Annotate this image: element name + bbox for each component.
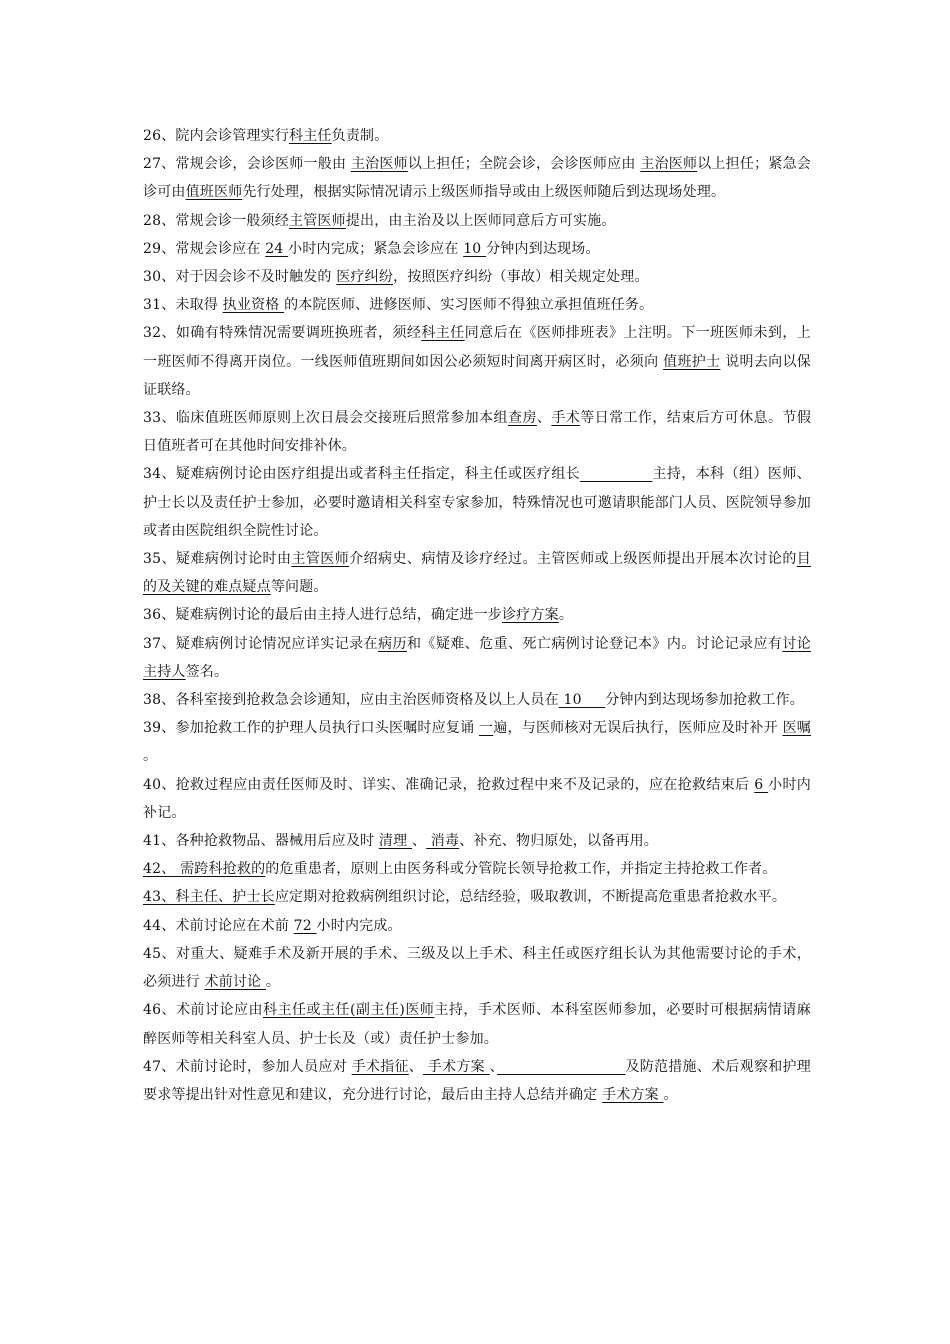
question-text: 31、未取得 xyxy=(143,297,223,314)
answer-underlined: 科主任 xyxy=(421,325,465,342)
question-text: 37、疑难病例讨论情况应详实记录在 xyxy=(143,635,379,652)
question-text: 39、参加抢救工作的护理人员执行口头医嘱时应复诵 xyxy=(143,720,480,737)
question-item xyxy=(143,771,811,827)
answer-underlined: 医嘱 xyxy=(782,720,811,737)
question-text: 。 xyxy=(143,748,158,765)
question-item xyxy=(143,996,811,1052)
answer-underlined: 主治医师 xyxy=(640,156,698,173)
question-item xyxy=(143,855,811,883)
answer-underlined xyxy=(580,466,652,482)
answer-underlined: 主管医师 xyxy=(289,212,346,229)
question-text: 45、对重大、疑难手术及新开展的手术、三级及以上手术、科主任或医疗组长认为其他需要讨论的手术，必须进行 xyxy=(143,945,811,991)
question-item xyxy=(143,883,811,911)
question-text: 27、常规会诊，会诊医师一般由 xyxy=(143,156,351,173)
answer-underlined: 讨论主持人 xyxy=(143,635,811,680)
answer-underlined: 一 xyxy=(479,720,494,737)
answer-underlined: 10 xyxy=(463,240,487,257)
question-text: 28、常规会诊一般须经 xyxy=(143,212,290,229)
answer-underlined: 主治医师 xyxy=(350,156,408,173)
answer-underlined: 42、 需跨科抢救的 xyxy=(143,861,266,878)
question-text: 介绍病史、病情及诊疗经过。主管医师或上级医师提出开展本次讨论的 xyxy=(349,551,797,568)
question-text: 的本院医师、进修医师、实习医师不得独立承担值班任务。 xyxy=(284,297,654,314)
answer-underlined: 主管医师 xyxy=(291,551,350,568)
question-text: 小时内完成。 xyxy=(316,917,402,934)
question-item xyxy=(143,686,811,714)
question-text: 遍，与医师核对无误后执行，医师应及时补开 xyxy=(493,720,783,737)
question-text: 同意后在《医师排班表》上注明。下一班医师未到，上一班医师不得离开岗位。一线医师值班期间如因公必须短时间离开病区时，必须向 xyxy=(143,325,811,370)
question-item xyxy=(143,630,811,686)
question-text: 说明去向以保证联络。 xyxy=(143,353,811,398)
question-text: 29、常规会诊应在 xyxy=(143,240,266,257)
question-text: 。 xyxy=(663,1086,678,1103)
answer-underlined: 手术方案 xyxy=(423,1058,490,1075)
question-item xyxy=(143,601,811,629)
answer-underlined: 72 xyxy=(293,917,317,934)
question-text: 先行处理，根据实际情况请示上级医师指导或由上级医师随后到达现场处理。 xyxy=(242,184,726,201)
question-item xyxy=(143,545,811,601)
question-text: 26、院内会诊管理实行 xyxy=(143,128,290,144)
question-text: 36、疑难病例讨论的最后由主持人进行总结，确定进一步 xyxy=(143,607,503,624)
answer-underlined: 24 xyxy=(265,240,289,257)
question-item xyxy=(143,263,811,291)
question-text: 。 xyxy=(265,974,281,991)
answer-underlined xyxy=(497,1059,626,1075)
answer-underlined: 查房 xyxy=(508,410,537,427)
question-text: 、补充、物归原处，以备再用。 xyxy=(459,833,659,850)
answer-underlined: 值班医师 xyxy=(185,184,243,201)
answer-underlined: 43、科主任、护士长 xyxy=(143,889,275,906)
question-text: 应定期对抢救病例组织讨论，总结经验，吸取教训，不断提高危重患者抢救水平。 xyxy=(274,889,787,906)
question-text: 41、各种抢救物品、器械用后应及时 xyxy=(143,833,379,850)
answer-underlined: 目的及关键的难点疑点 xyxy=(143,551,811,596)
answer-underlined: 6 xyxy=(754,776,769,793)
answer-underlined: 医疗纠纷 xyxy=(336,269,394,286)
question-text: 分钟内到达现场参加抢救工作。 xyxy=(605,692,805,709)
question-text: 主持，手术医师、本科室医师参加，必要时可根据病情请麻醉医师等相关科室人员、护士长及（或）责任护士参加。 xyxy=(143,1002,812,1047)
question-text: 35、疑难病例讨论时由 xyxy=(143,551,292,568)
answer-underlined: 病历 xyxy=(378,635,407,652)
answer-underlined: 术前讨论 xyxy=(204,974,266,991)
question-text: 及防范措施、术后观察和护理要求等提出针对性意见和建议，充分进行讨论，最后由主持人总结并确定 xyxy=(143,1058,811,1103)
question-text: 44、术前讨论应在术前 xyxy=(143,917,294,934)
question-text: 主持，本科（组）医师、护士长以及责任护士参加，必要时邀请相关科室专家参加，特殊情况也可邀请职能部门人员、医院领导参加或者由医院组织全院性讨论。 xyxy=(143,466,812,539)
answer-underlined: 消毒 xyxy=(426,833,460,850)
question-item xyxy=(143,460,811,545)
question-text: 、 xyxy=(536,410,552,427)
question-text: 、 xyxy=(408,1058,424,1075)
question-text: 47、术前讨论时，参加人员应对 xyxy=(143,1058,352,1075)
question-text: 、 xyxy=(489,1058,497,1075)
question-text: ，按照医疗纠纷（事故）相关规定处理。 xyxy=(393,269,649,286)
question-text: 38、各科室接到抢救急会诊通知，应由主治医师资格及以上人员在 xyxy=(143,692,559,709)
question-item xyxy=(143,827,811,855)
question-item xyxy=(143,291,811,319)
question-text: 等问题。 xyxy=(270,579,328,596)
question-text: 以上担任；紧急会诊可由 xyxy=(143,156,812,201)
question-text: 以上担任；全院会诊，会诊医师应由 xyxy=(407,156,641,173)
question-text: 提出，由主治及以上医师同意后方可实施。 xyxy=(345,212,616,229)
answer-underlined: 手术方案 xyxy=(602,1086,664,1103)
question-item xyxy=(143,150,811,206)
question-text: 33、临床值班医师原则上次日晨会交接班后照常参加本组 xyxy=(143,410,508,427)
question-text: 40、抢救过程应由责任医师及时、详实、准确记录，抢救过程中来不及记录的，应在抢救结束后 xyxy=(143,776,755,793)
question-text: 等日常工作，结束后方可休息。节假日值班者可在其他时间安排补休。 xyxy=(143,410,812,455)
question-text: 签名。 xyxy=(185,663,229,680)
document-body xyxy=(143,122,811,1109)
question-text: 、 xyxy=(411,833,427,850)
answer-underlined: 诊疗方案 xyxy=(502,607,559,624)
question-item xyxy=(143,404,811,460)
question-text: 负责制。 xyxy=(331,128,389,144)
answer-underlined: 手术 xyxy=(551,410,581,427)
question-text: 小时内补记。 xyxy=(143,776,811,821)
question-item xyxy=(143,940,811,996)
question-item xyxy=(143,122,811,150)
question-text: 。 xyxy=(558,607,574,624)
question-text: 30、对于因会诊不及时触发的 xyxy=(143,269,337,286)
answer-underlined: 科主任或主任(副主任)医师 xyxy=(263,1002,435,1019)
answer-underlined: 科主任 xyxy=(289,128,332,144)
question-text: 的危重患者，原则上由医务科或分管院长领导抢救工作，并指定主持抢救工作者。 xyxy=(265,861,777,878)
answer-underlined: 清理 xyxy=(378,833,412,850)
question-item xyxy=(143,714,811,770)
question-text: 34、疑难病例讨论由医疗组提出或者科主任指定，科主任或医疗组长 xyxy=(143,466,581,483)
question-text: 分钟内到达现场。 xyxy=(486,240,600,257)
answer-underlined: 手术指征 xyxy=(351,1058,409,1075)
question-text: 32、如确有特殊情况需要调班换班者，须经 xyxy=(143,325,422,342)
answer-underlined: 执业资格 xyxy=(222,297,285,314)
question-text: 46、术前讨论应由 xyxy=(143,1002,263,1019)
question-item xyxy=(143,207,811,235)
question-text: 和《疑难、危重、死亡病例讨论登记本》内。讨论记录应有 xyxy=(406,635,783,652)
answer-underlined: 10 xyxy=(558,692,606,709)
question-item xyxy=(143,319,811,404)
answer-underlined: 值班护士 xyxy=(663,353,721,370)
question-item xyxy=(143,912,811,940)
question-text: 小时内完成；紧急会诊应在 xyxy=(288,240,464,257)
question-item xyxy=(143,1053,811,1109)
question-item xyxy=(143,235,811,263)
